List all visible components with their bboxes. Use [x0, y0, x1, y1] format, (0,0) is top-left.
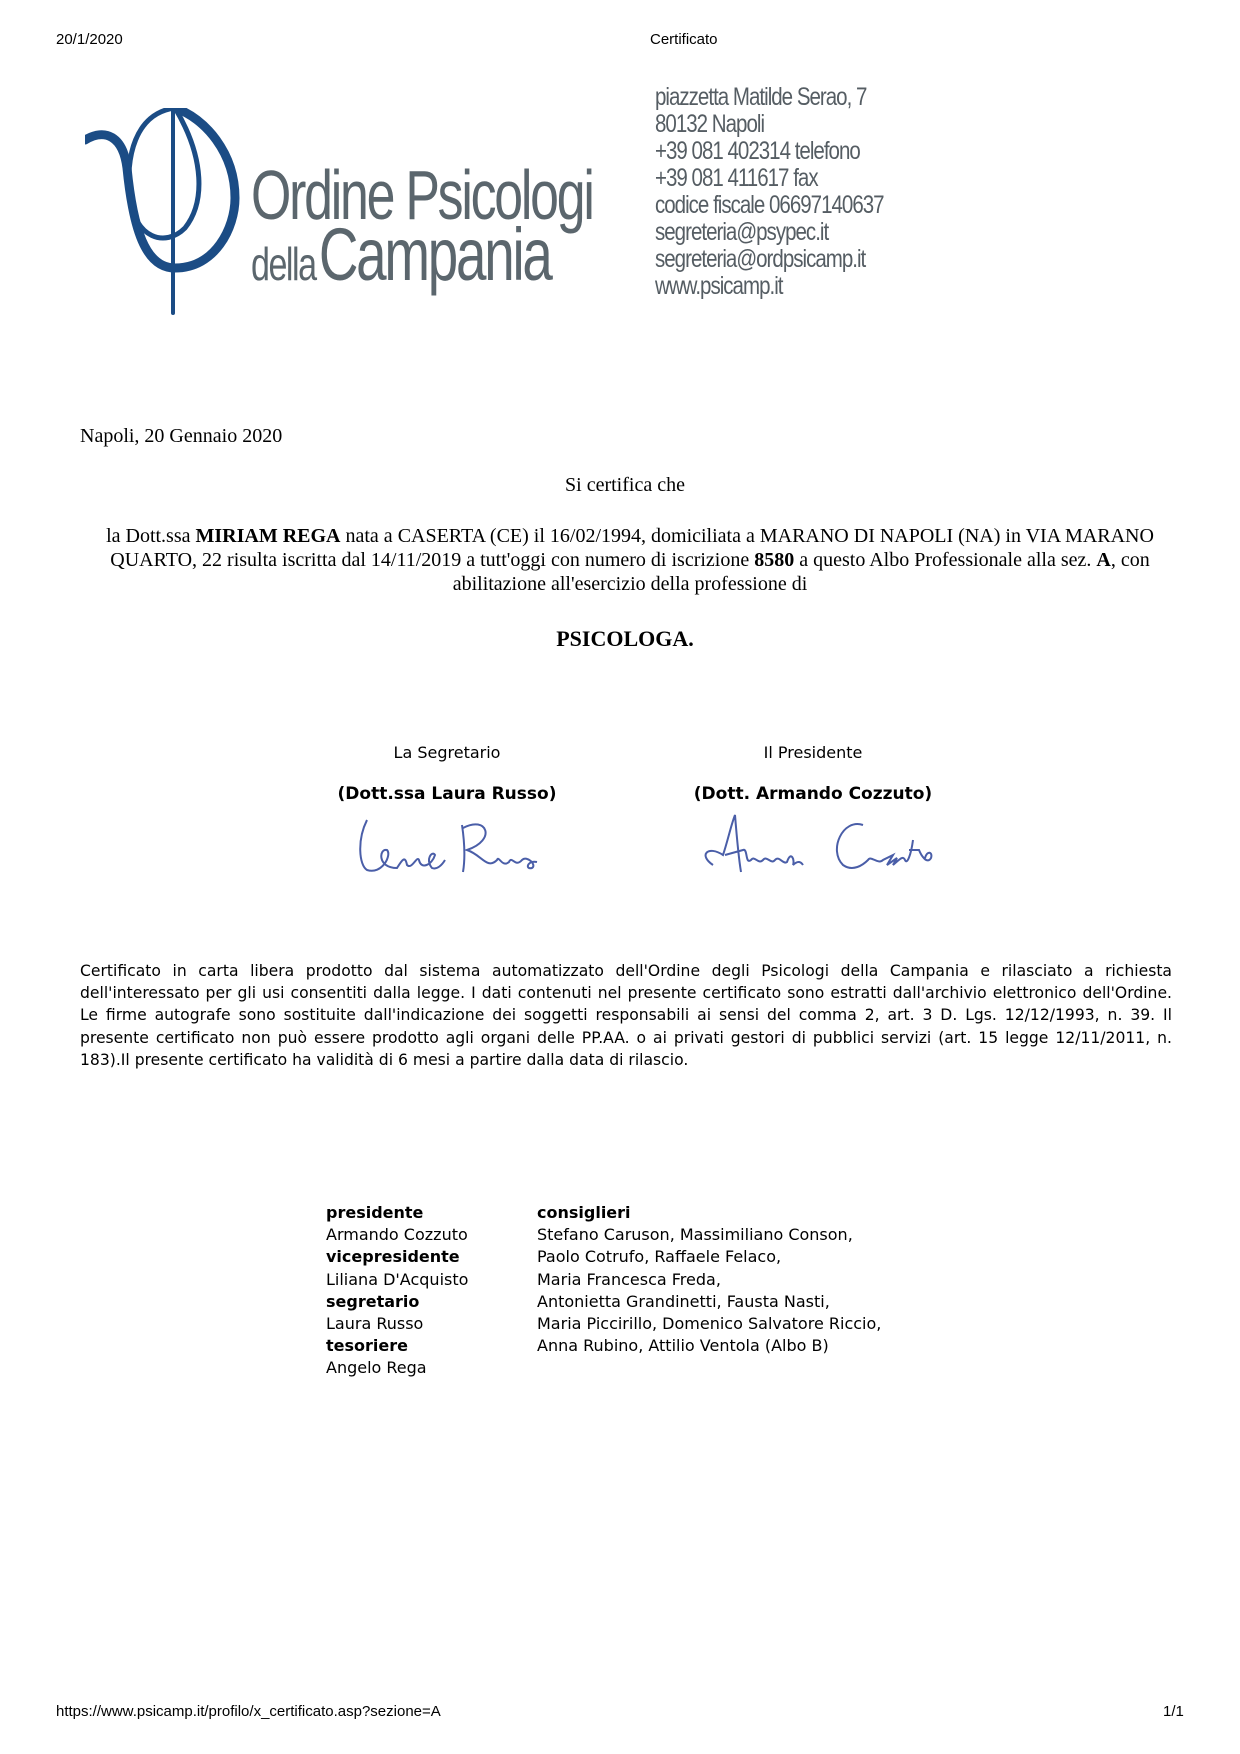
council-councillors [537, 1202, 881, 1357]
address-line: codice fiscale 06697140637 [655, 191, 884, 219]
section: A [1096, 549, 1111, 571]
council-member: Angelo Rega [326, 1358, 427, 1378]
handwritten-signature [683, 810, 943, 890]
signer-name: (Dott.ssa Laura Russo) [337, 784, 557, 804]
address-block [655, 84, 884, 300]
address-line: 80132 Napoli [655, 110, 765, 138]
place-date: Napoli, 20 Gennaio 2020 [80, 425, 283, 447]
address-line: +39 081 402314 telefono [655, 137, 860, 165]
council-member: Paolo Cotrufo, Raffaele Felaco, [537, 1247, 782, 1267]
print-title: Certificato [650, 31, 718, 48]
council-role: segretario [326, 1291, 420, 1311]
page-number: 1/1 [1163, 1703, 1184, 1720]
council-member: Laura Russo [326, 1314, 424, 1334]
council-member: Anna Rubino, Attilio Ventola (Albo B) [537, 1336, 829, 1356]
council-member: Maria Piccirillo, Domenico Salvatore Riccio, [537, 1314, 882, 1334]
council-role: consiglieri [537, 1203, 631, 1222]
address-line: www.psicamp.it [655, 272, 783, 300]
logo-line2-small: della [251, 238, 316, 290]
signer-name: (Dott. Armando Cozzuto) [693, 784, 933, 804]
council-member: Armando Cozzuto [326, 1225, 468, 1245]
council-officers [326, 1202, 468, 1380]
member-name: MIRIAM REGA [195, 525, 341, 547]
address-line: piazzetta Matilde Serao, 7 [655, 83, 867, 111]
council-role: vicepresidente [326, 1247, 460, 1267]
address-line: +39 081 411617 fax [655, 164, 818, 192]
body-text: a questo Albo Professionale alla sez. [794, 549, 1097, 571]
print-date: 20/1/2020 [56, 31, 123, 48]
address-line: segreteria@ordpsicamp.it [655, 245, 866, 273]
profession: PSICOLOGA. [556, 626, 694, 651]
logo [85, 108, 625, 318]
signer-role: Il Presidente [763, 743, 863, 762]
logo-line2-big: Campania [318, 213, 551, 296]
address-line: segreteria@psypec.it [655, 218, 829, 246]
signature-secretary [297, 743, 597, 894]
council-member: Stefano Caruson, Massimiliano Conson, [537, 1225, 853, 1245]
council-member: Antonietta Grandinetti, Fausta Nasti, [537, 1291, 830, 1311]
body-text: , con abilitazione all'esercizio della professione di [452, 549, 1150, 595]
signature-president [663, 743, 963, 894]
council-role: tesoriere [326, 1336, 408, 1356]
certificate-body [90, 524, 1170, 596]
body-text: la Dott.ssa [106, 525, 196, 547]
council-role: presidente [326, 1203, 424, 1222]
print-url: https://www.psicamp.it/profilo/x_certificato.asp?sezione=A [56, 1703, 441, 1720]
body-text: nata a CASERTA (CE) il 16/02/1994, domiciliata a MARANO DI NAPOLI (NA) in VIA MARANO QUARTO, 22 risulta iscritta dal 14/11/2019 a tutt'oggi con numero di iscrizione [110, 525, 1154, 571]
registration-number: 8580 [754, 549, 795, 571]
handwritten-signature [337, 810, 557, 890]
certify-intro: Si certifica che [565, 474, 685, 496]
psi-logo-icon [85, 108, 255, 318]
logo-line1: Ordine Psicologi [251, 156, 593, 234]
disclaimer: Certificato in carta libera prodotto dal sistema automatizzato dell'Ordine degli Psicologi della Campania e rilasciato a richiesta dell'interessato per gli usi consentiti dalla legge. I dati contenuti nel presente certificato sono estratti dall'archivio elettronico dell'Ordine. Le firme autografe sono sostituite dall'indicazione dei soggetti responsabili ai sensi del comma 2, art. 3 D. Lgs. 12/12/1993, n. 39. Il presente certificato non può essere prodotto agli organi delle PP.AA. o ai privati gestori di pubblici servizi (art. 15 legge 12/11/2011, n. 183).Il presente certificato ha validità di 6 mesi a partire dalla data di rilascio. [80, 962, 1172, 1069]
council-member: Liliana D'Acquisto [326, 1269, 469, 1289]
council-member: Maria Francesca Freda, [537, 1269, 721, 1289]
signer-role: La Segretario [393, 743, 501, 762]
